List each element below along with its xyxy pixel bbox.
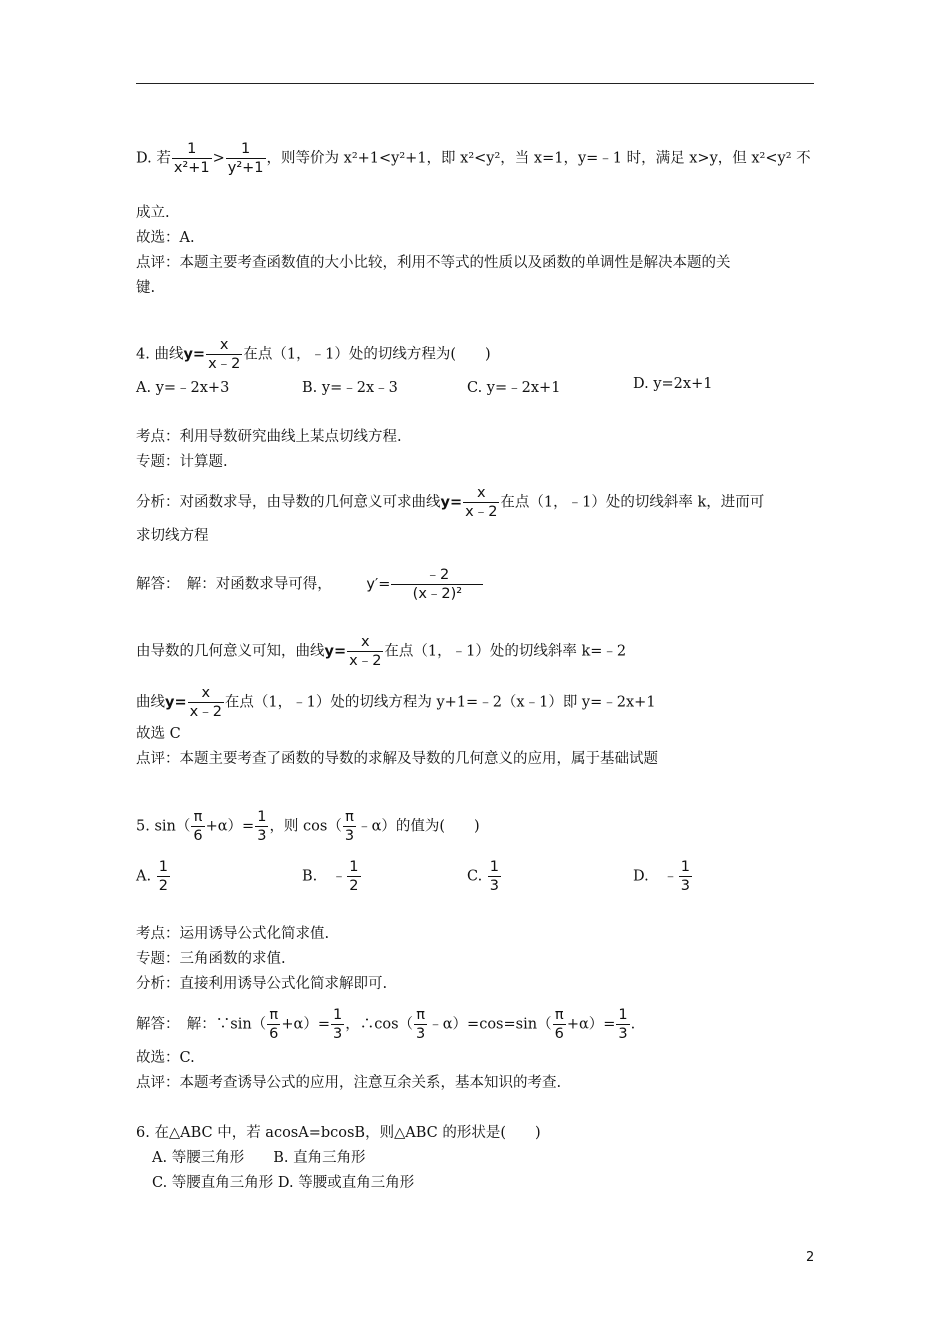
fenxi: 分析：对函数求导，由导数的几何意义可求曲线y= $\frac{x}{x﹣2}$ 在点（1，﹣1）处的切线斜率 k，进而可 xyxy=(136,485,765,520)
option-b: B. y=﹣2x﹣3 xyxy=(302,380,398,396)
line: 点评：本题主要考查了函数的导数的求解及导数的几何意义的应用，属于基础试题 xyxy=(136,751,658,767)
header-rule xyxy=(136,83,814,84)
fenxi: 分析：直接利用诱导公式化简求解即可. xyxy=(136,976,388,992)
fraction: $\frac{1}{3}$ xyxy=(257,809,267,844)
question-4-stem: 4. 曲线y= $\frac{x}{x﹣2}$ 在点（1，﹣1）处的切线方程为( ) xyxy=(136,337,491,372)
option-a: A. y=﹣2x+3 xyxy=(136,380,230,396)
line: 成立. xyxy=(136,205,170,221)
fraction: $\frac{1}{\text{y²+1}}$ xyxy=(227,141,264,176)
slope-line: 由导数的几何意义可知，曲线y= $\frac{x}{x﹣2}$ 在点（1，﹣1）处的切线斜率 k=﹣2 xyxy=(136,634,627,669)
kaodian: 考点：利用导数研究曲线上某点切线方程. xyxy=(136,429,402,445)
line: 键. xyxy=(136,280,156,296)
option-d: D. ﹣ $\frac{1}{3}$ xyxy=(633,859,690,894)
option-b: B. ﹣ $\frac{1}{2}$ xyxy=(302,859,359,894)
tangent-line: 曲线y= $\frac{x}{x﹣2}$ 在点（1，﹣1）处的切线方程为 y+1=﹣2（x﹣1）即 y=﹣2x+1 xyxy=(136,685,656,720)
fraction: $\frac{\pi}{6}$ xyxy=(193,809,203,844)
zhuanti: 专题：计算题. xyxy=(136,454,228,470)
zhuanti: 专题：三角函数的求值. xyxy=(136,951,286,967)
options-row: A. 等腰三角形 B. 直角三角形 xyxy=(152,1150,366,1166)
option-c: C. y=﹣2x+1 xyxy=(467,380,561,396)
option-d-line: D. 若 $\frac{1}{\text{x²+1}}$ > $\frac{1}{\text{y²+1}}$ ，则等价为 x²+1<y²+1，即 x²<y²，当 x=1，y=﹣1 时，满足 x>y，但 x²<y² 不 xyxy=(136,141,811,176)
fraction: $\frac{x}{x﹣2}$ xyxy=(465,485,498,520)
fraction: $\frac{x}{x﹣2}$ xyxy=(349,634,382,669)
fraction: $\frac{1}{\text{x²+1}}$ xyxy=(173,141,210,176)
option-a: A. $\frac{1}{2}$ xyxy=(136,859,168,894)
options-row: C. 等腰直角三角形 D. 等腰或直角三角形 xyxy=(152,1175,415,1191)
question-6-stem: 6. 在△ABC 中，若 acosA=bcosB，则△ABC 的形状是( ) xyxy=(136,1125,541,1141)
line: 故选 C xyxy=(136,726,181,742)
page-number: 2 xyxy=(806,1250,815,1265)
line: 点评：本题考查诱导公式的应用，注意互余关系，基本知识的考查. xyxy=(136,1075,562,1091)
jieda: 解答： 解：∵sin（ $\frac{\pi}{6}$ +α）= $\frac{1}{3}$ ，∴cos（ $\frac{\pi}{3}$ ﹣α）=cos=sin（ $\frac{\pi}{6}$ +α）= $\frac{1}{3}$ . xyxy=(136,1007,636,1042)
line: 点评：本题主要考查函数值的大小比较，利用不等式的性质以及函数的单调性是解决本题的关 xyxy=(136,255,731,271)
kaodian: 考点：运用诱导公式化简求值. xyxy=(136,926,330,942)
option-c: C. $\frac{1}{3}$ xyxy=(467,859,500,894)
fraction: $\frac{﹣2}{\text{(x﹣2)²}}$ xyxy=(391,566,483,603)
line: 故选：C. xyxy=(136,1050,195,1066)
option-d: D. y=2x+1 xyxy=(633,376,713,392)
fraction: $\frac{x}{x﹣2}$ xyxy=(208,337,241,372)
jieda: 解答： 解：对函数求导可得， y′= $\frac{﹣2}{\text{(x﹣2)²}}$ xyxy=(136,566,484,603)
line: 求切线方程 xyxy=(136,528,209,544)
line: 故选：A. xyxy=(136,230,195,246)
text: D. 若 xyxy=(136,150,171,167)
fraction: $\frac{\pi}{3}$ xyxy=(344,809,355,844)
question-5-stem: 5. sin（ $\frac{\pi}{6}$ +α）= $\frac{1}{3}$ ，则 cos（ $\frac{\pi}{3}$ ﹣α）的值为( ) xyxy=(136,809,480,844)
fraction: $\frac{x}{x﹣2}$ xyxy=(189,685,222,720)
